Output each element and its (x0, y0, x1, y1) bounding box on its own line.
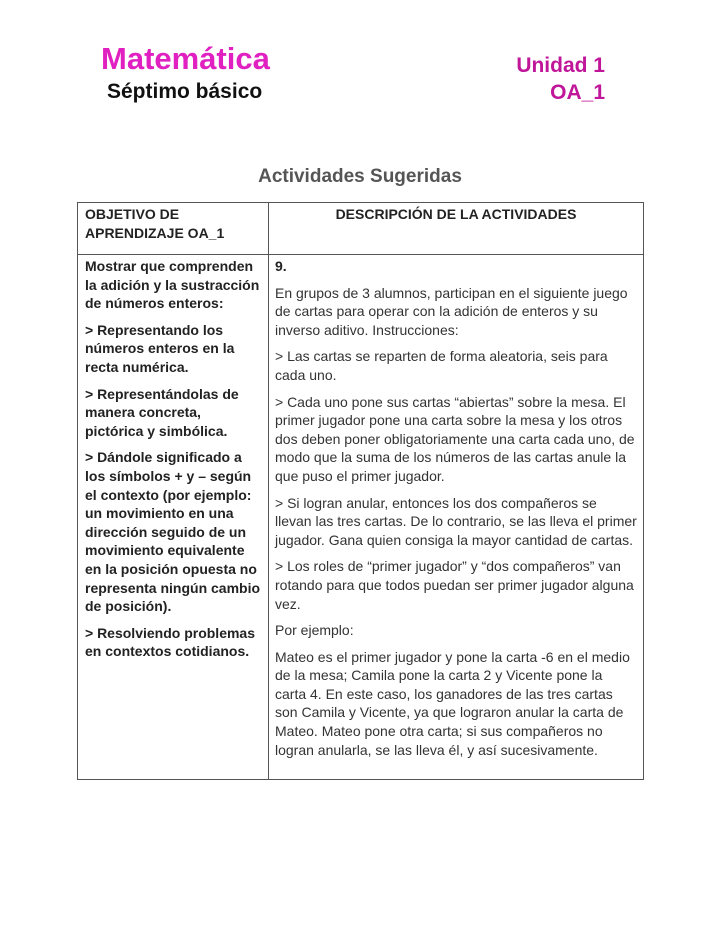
objective-item: > Representándolas de manera concreta, pictórica y simbólica. (85, 385, 239, 439)
unit-label: Unidad 1 (516, 54, 605, 77)
objective-item: > Resolviendo problemas en contextos cotidianos. (85, 624, 255, 660)
objective-item: > Dándole significado a los símbolos + y – según el contexto (por ejemplo: un movimiento en una dirección seguido de un movimiento equivalente en la posición opuesta no representa ningún cambio de posición). (85, 449, 261, 615)
oa-label: OA_1 (550, 81, 605, 104)
header-objective: OBJETIVO DE APRENDIZAJE OA_1 (78, 203, 269, 255)
table-row (78, 255, 644, 780)
objective-cell (78, 255, 269, 780)
activity-paragraph: En grupos de 3 alumnos, participan en el siguiente juego de cartas para operar con la adición de enteros y su inverso aditivo. Instrucciones: (275, 284, 628, 338)
activity-cell (269, 255, 644, 780)
objective-item: > Representando los números enteros en la recta numérica. (85, 321, 235, 375)
activity-instruction: > Si logran anular, entonces los dos compañeros se llevan las tres cartas. De lo contrario, se las lleva el primer jugador. Gana quien consiga la mayor cantidad de cartas. (275, 494, 637, 548)
section-title: Actividades Sugeridas (258, 166, 462, 187)
activity-instruction: > Los roles de “primer jugador” y “dos compañeros” van rotando para que todos puedan ser primer jugador alguna vez. (275, 558, 634, 612)
example-label: Por ejemplo: (275, 622, 354, 639)
activity-instruction: > Cada uno pone sus cartas “abiertas” sobre la mesa. El primer jugador pone una carta sobre la mesa y los otros dos deben poner obligatoriamente una carta cada uno, de modo que la suma de los números de las cartas anule la que puso el primer jugador. (275, 393, 635, 484)
subject-title: Matemática (101, 41, 270, 76)
header-description: DESCRIPCIÓN DE LA ACTIVIDADES (269, 203, 644, 255)
activity-instruction: > Las cartas se reparten de forma aleatoria, seis para cada uno. (275, 348, 608, 383)
table-header-row (78, 203, 644, 255)
objective-intro: Mostrar que comprenden la adición y la sustracción de números enteros: (85, 258, 260, 312)
example-paragraph: Mateo es el primer jugador y pone la carta -6 en el medio de la mesa; Camila pone la carta 2 y Vicente pone la carta 4. En este caso, los ganadores de las tres cartas son Camila y Vicente, ya que lograron anular la carta de Mateo. Mateo pone otra carta; si sus compañeros no logran anularla, se las lleva él, y así sucesivamente. (275, 648, 630, 758)
grade-subtitle: Séptimo básico (107, 80, 263, 103)
activities-table (77, 202, 644, 780)
activity-number: 9. (275, 258, 287, 274)
